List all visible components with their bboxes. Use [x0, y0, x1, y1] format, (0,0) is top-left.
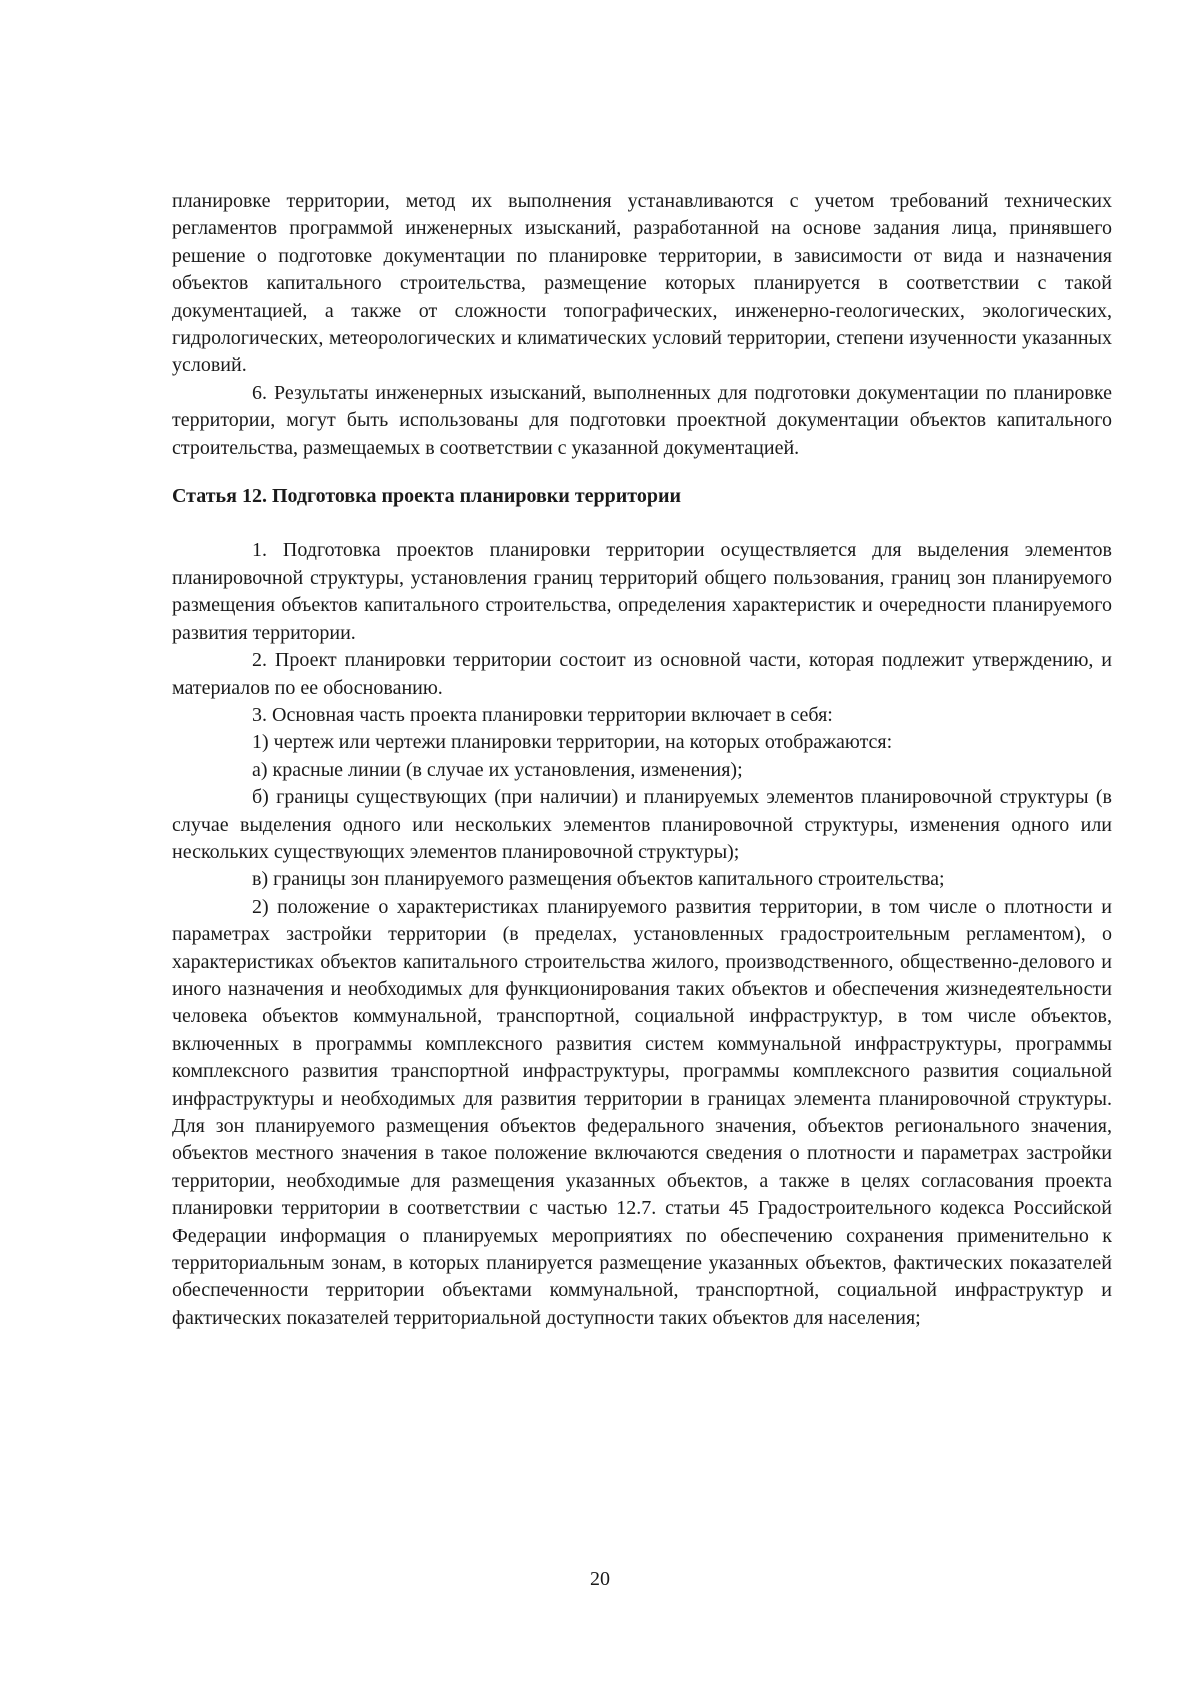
paragraph-item-6: 6. Результаты инженерных изысканий, выполненных для подготовки документации по планировке территории, могут быть использованы для подготовки проектной документации объектов капитального строительства, размещаемых в соответствии с указанной документацией.	[172, 381, 1112, 459]
paragraph-subitem-v: в) границы зон планируемого размещения объектов капитального строительства;	[252, 868, 945, 891]
paragraph-subitem-b: б) границы существующих (при наличии) и планируемых элементов планировочной структуры (в случае выделения одного или нескольких элементов планировочной структуры, изменения одного или нескольких существующих элементов планировочной структуры);	[172, 786, 1112, 863]
page-number: 20	[590, 1568, 610, 1590]
paragraph-continuation: планировке территории, метод их выполнения устанавливаются с учетом требований технических регламентов программой инженерных изысканий, разработанной на основе задания лица, принявшего решение о подготовке документации по планировке территории, в зависимости от вида и назначения объектов капитального строительства, размещение которых планируется в соответствии с такой документацией, а также от сложности топографических, инженерно-геологических, экологических, гидрологических, метеорологических и климатических условий территории, степени изученности указанных условий.	[172, 190, 1112, 377]
article-heading: Статья 12. Подготовка проекта планировки территории	[172, 485, 682, 508]
paragraph-subitem-2: 2) положение о характеристиках планируемого развития территории, в том числе о плотности и параметрах застройки территории (в пределах, установленных градостроительным регламентом), о характеристиках объектов капитального строительства жилого, производственного, общественно-делового и иного назначения и необходимых для функционирования таких объектов и обеспечения жизнедеятельности человека объектов коммунальной, транспортной, социальной инфраструктур, в том числе объектов, включенных в программы комплексного развития систем коммунальной инфраструктуры, программы комплексного развития транспортной инфраструктуры, программы комплексного развития социальной инфраструктуры и необходимых для развития территории в границах элемента планировочной структуры. Для зон планируемого размещения объектов федерального значения, объектов регионального значения, объектов местного значения в такое положение включаются сведения о плотности и параметрах застройки территории, необходимые для размещения указанных объектов, а также в целях согласования проекта планировки территории в соответствии с частью 12.7. статьи 45 Градостроительного кодекса Российской Федерации информация о планируемых мероприятиях по обеспечению сохранения применительно к территориальным зонам, в которых планируется размещение указанных объектов, фактических показателей обеспеченности территории объектами коммунальной, транспортной, социальной инфраструктур и фактических показателей территориальной доступности таких объектов для населения;	[172, 895, 1112, 1329]
document-body	[172, 188, 1112, 1332]
paragraph-item-1: 1. Подготовка проектов планировки территории осуществляется для выделения элементов планировочной структуры, установления границ территорий общего пользования, границ зон планируемого размещения объектов капитального строительства, определения характеристик и очередности планируемого развития территории.	[172, 539, 1112, 644]
paragraph-subitem-1: 1) чертеж или чертежи планировки территории, на которых отображаются:	[252, 731, 893, 754]
paragraph-item-3: 3. Основная часть проекта планировки территории включает в себя:	[252, 703, 833, 726]
paragraph-item-2: 2. Проект планировки территории состоит из основной части, которая подлежит утверждению, и материалов по ее обоснованию.	[172, 649, 1112, 699]
paragraph-subitem-a: а) красные линии (в случае их установления, изменения);	[252, 758, 743, 781]
